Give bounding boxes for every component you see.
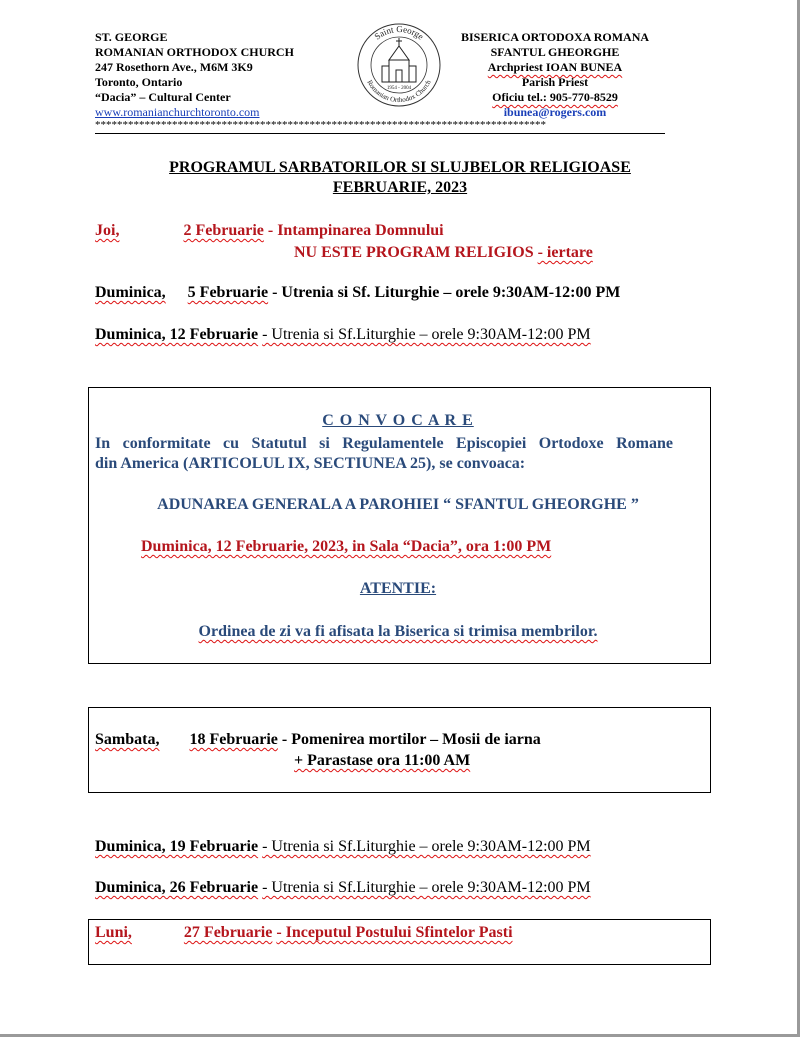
no-program-note: NU ESTE PROGRAM RELIGIOS [294, 244, 534, 261]
event-day: Duminica, 12 Februarie [95, 326, 259, 343]
event-desc: - Inceputul Postului Sfintelor Pasti [276, 924, 513, 941]
email-link[interactable]: ibunea@rogers.com [503, 105, 607, 119]
church-building-icon [382, 38, 416, 82]
header-rule [95, 133, 665, 134]
event-feb-2 [95, 222, 444, 240]
event-day: Duminica, 19 Februarie [95, 838, 259, 855]
priest-name: Archpriest IOAN BUNEA [487, 60, 623, 74]
event-desc: - Intampinarea Domnului [267, 222, 444, 239]
general-assembly: ADUNAREA GENERALA A PAROHIEI “ SFANTUL GHEORGHE ” [157, 496, 639, 513]
event-day: Sambata, [95, 731, 160, 748]
priest-title: Parish Priest [521, 75, 589, 89]
event-day: Duminica, [95, 284, 166, 301]
website-link[interactable]: www.romanianchurchtoronto.com [95, 105, 260, 119]
program-title [100, 158, 700, 198]
event-date: 18 Februarie [189, 731, 278, 748]
church-info-english [95, 30, 294, 120]
convocare-text-1: In conformitate cu Statutul si Regulamentele Episcopiei Ortodoxe Romane [95, 435, 673, 452]
event-feb-26 [95, 879, 591, 897]
church-seal-logo [356, 22, 442, 108]
title-line-1: PROGRAMUL SARBATORILOR SI SLUJBELOR RELIGIOASE [169, 159, 631, 176]
event-feb-5 [95, 284, 620, 302]
event-desc: - Utrenia si Sf.Liturghie – orele 9:30AM-12:00 PM [262, 879, 591, 896]
convocare-heading: C O N V O C A R E [322, 412, 474, 429]
church-name-line: ST. GEORGE [95, 30, 168, 44]
assembly-date: Duminica, 12 Februarie, 2023, in Sala “Dacia”, ora 1:00 PM [141, 538, 552, 555]
event-feb-12 [95, 326, 591, 344]
saturday-box [88, 707, 711, 793]
event-desc: - Pomenirea mortilor – Mosii de iarna [281, 731, 541, 748]
office-phone: Oficiu tel.: 905-770-8529 [492, 90, 618, 104]
event-feb-18-parastase: + Parastase ora 11:00 AM [294, 752, 471, 769]
agenda-note: Ordinea de zi va fi afisata la Biserica si trimisa membrilor. [198, 623, 598, 640]
church-city: Toronto, Ontario [95, 75, 183, 89]
event-desc: - Utrenia si Sf.Liturghie – orele 9:30AM-12:00 PM [262, 326, 591, 343]
event-feb-2-note [294, 244, 593, 262]
event-date: 2 Februarie [183, 222, 264, 239]
church-address: 247 Rosethorn Ave., M6M 3K9 [95, 60, 253, 74]
event-date: 27 Februarie [183, 924, 273, 941]
title-line-2: FEBRUARIE, 2023 [332, 179, 468, 196]
event-day: Duminica, 26 Februarie [95, 879, 259, 896]
event-desc: - Utrenia si Sf. Liturghie – orele 9:30AM-12:00 PM [272, 284, 621, 301]
event-desc: - Utrenia si Sf.Liturghie – orele 9:30AM-12:00 PM [262, 838, 591, 855]
church-type-line: ROMANIAN ORTHODOX CHURCH [95, 45, 294, 59]
attention-label: ATENTIE: [359, 580, 437, 597]
seal-top-text: Saint George [372, 23, 426, 42]
event-feb-27 [95, 924, 513, 942]
seal-bottom-text: Romanian Orthodox Church [365, 78, 433, 105]
cultural-center: “Dacia” – Cultural Center [95, 90, 231, 104]
seal-years: 1954 - 2004 [386, 86, 412, 91]
convocare-text-2: din America (ARTICOLUL IX, SECTIUNEA 25), se convoaca: [95, 455, 526, 472]
church-saint-ro: SFANTUL GHEORGHE [490, 45, 620, 59]
event-feb-18 [95, 731, 541, 749]
event-day: Luni, [95, 924, 132, 941]
event-feb-19 [95, 838, 591, 856]
note-suffix: - iertare [537, 244, 593, 261]
church-info-romanian [440, 30, 670, 120]
star-separator: ********************************************************************************** [95, 120, 546, 130]
church-name-ro: BISERICA ORTODOXA ROMANA [460, 30, 650, 44]
event-date: 5 Februarie [187, 284, 269, 301]
event-day: Joi, [95, 222, 120, 239]
